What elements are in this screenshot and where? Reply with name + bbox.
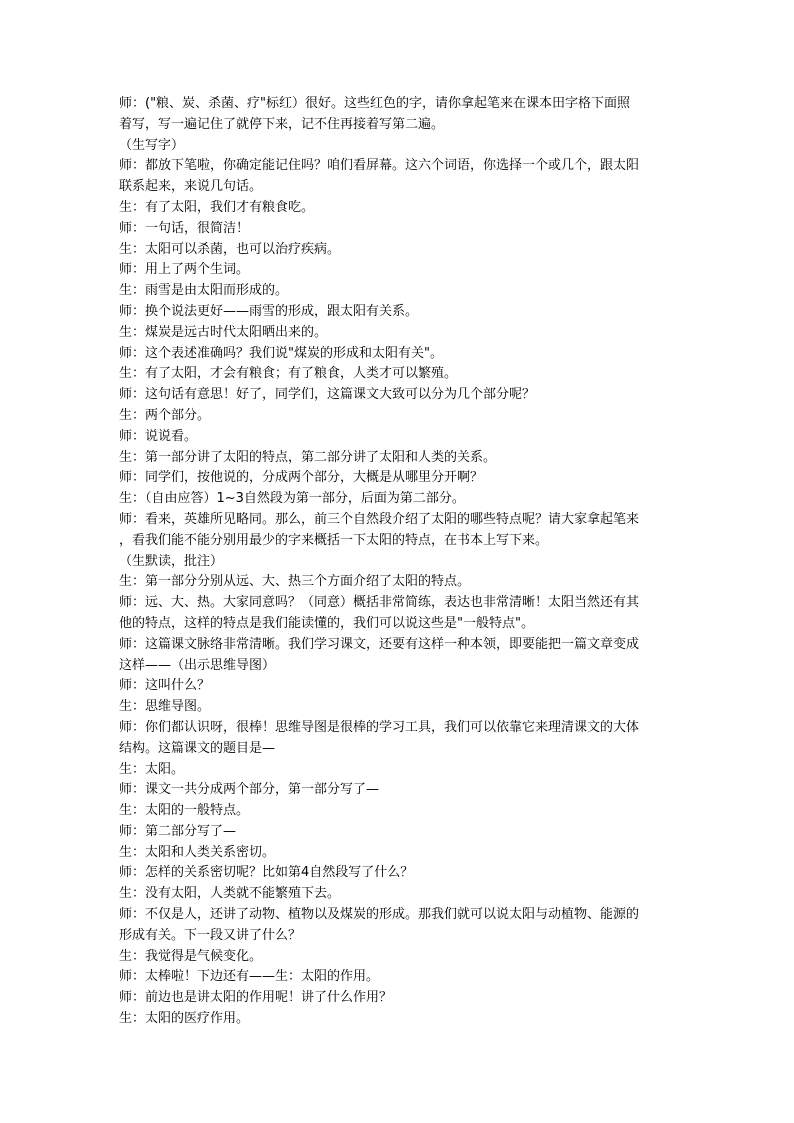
text-line: 师：都放下笔啦，你确定能记住吗？咱们看屏幕。这六个词语，你选择一个或几个，跟太阳	[119, 158, 640, 174]
text-line: 生：太阳的一般特点。	[119, 803, 250, 819]
text-line: 师：第二部分写了—	[119, 823, 237, 839]
text-line: 师：怎样的关系密切呢？比如第4自然段写了什么？	[119, 865, 414, 881]
text-line: （生写字）	[119, 137, 185, 153]
text-line: 生：太阳可以杀菌，也可以治疗疾病。	[119, 241, 341, 257]
text-line: 生：太阳和人类关系密切。	[119, 844, 276, 860]
text-line: 师：这篇课文脉络非常清晰。我们学习课文，还要有这样一种本领，即要能把一篇文章变成	[119, 636, 640, 652]
text-line: 生：太阳的医疗作用。	[119, 1011, 250, 1027]
text-line: 生：有了太阳，我们才有粮食吃。	[119, 199, 315, 215]
text-line: 联系起来，来说几句话。	[119, 179, 263, 195]
text-line: 师：用上了两个生词。	[119, 262, 250, 278]
text-line: 师：同学们，按他说的，分成两个部分，大概是从哪里分开啊？	[119, 470, 484, 486]
text-line: 师：太棒啦！下边还有——生：太阳的作用。	[119, 969, 380, 985]
text-line: 生：思维导图。	[119, 699, 211, 715]
text-line: 生：雨雪是由太阳而形成的。	[119, 283, 289, 299]
text-line: 师：远、大、热。大家同意吗？（同意）概括非常简练，表达也非常清晰！太阳当然还有其	[119, 595, 640, 611]
text-line: 师：换个说法更好——雨雪的形成，跟太阳有关系。	[119, 303, 419, 319]
text-line: 他的特点，这样的特点是我们能读懂的，我们可以说这些是"一般特点"。	[119, 615, 534, 631]
text-line: 师：这句话有意思！好了，同学们，这篇课文大致可以分为几个部分呢？	[119, 387, 536, 403]
text-line: 生：太阳。	[119, 761, 185, 777]
text-line: 生：有了太阳，才会有粮食；有了粮食，人类才可以繁殖。	[119, 366, 458, 382]
text-line: 师：看来，英雄所见略同。那么，前三个自然段介绍了太阳的哪些特点呢？请大家拿起笔来	[119, 511, 640, 527]
text-line: 着写，写一遍记住了就停下来，记不住再接着写第二遍。	[119, 116, 445, 132]
text-line: 这样——（出示思维导图）	[119, 657, 276, 673]
text-line: 师：一句话，很简洁！	[119, 220, 250, 236]
text-line: 师：前边也是讲太阳的作用呢！讲了什么作用？	[119, 990, 393, 1006]
text-line: 形成有关。下一段又讲了什么？	[119, 927, 302, 943]
text-line: （生默读，批注）	[119, 553, 224, 569]
text-line: 师：("粮、炭、杀菌、疗"标红）很好。这些红色的字，请你拿起笔来在课本田字格下面照	[119, 96, 631, 111]
text-line: 生：两个部分。	[119, 407, 211, 423]
text-line: 生：我觉得是气候变化。	[119, 948, 263, 964]
text-line: 师：这个表述准确吗？我们说"煤炭的形成和太阳有关"。	[119, 345, 443, 361]
text-line: 生：煤炭是远古时代太阳晒出来的。	[119, 324, 328, 340]
text-line: 师：你们都认识呀，很棒！思维导图是很棒的学习工具，我们可以依靠它来理清课文的大体	[119, 719, 640, 735]
text-line: 生：第一部分讲了太阳的特点，第二部分讲了太阳和人类的关系。	[119, 449, 497, 465]
text-line: 结构。这篇课文的题目是—	[119, 740, 276, 756]
text-line: 生：（自由应答）1~3自然段为第一部分，后面为第二部分。	[119, 491, 465, 507]
text-line: 师：说说看。	[119, 428, 198, 444]
text-line: 师：不仅是人，还讲了动物、植物以及煤炭的形成。那我们就可以说太阳与动植物、能源的	[119, 907, 640, 923]
text-line: 生：没有太阳，人类就不能繁殖下去。	[119, 886, 341, 902]
document-page	[119, 94, 679, 1030]
text-line: 生：第一部分分别从远、大、热三个方面介绍了太阳的特点。	[119, 574, 471, 590]
text-line: ，看我们能不能分别用最少的字来概括一下太阳的特点，在书本上写下来。	[119, 532, 549, 548]
text-line: 师：这叫什么？	[119, 678, 211, 694]
text-line: 师：课文一共分成两个部分，第一部分写了—	[119, 782, 380, 798]
